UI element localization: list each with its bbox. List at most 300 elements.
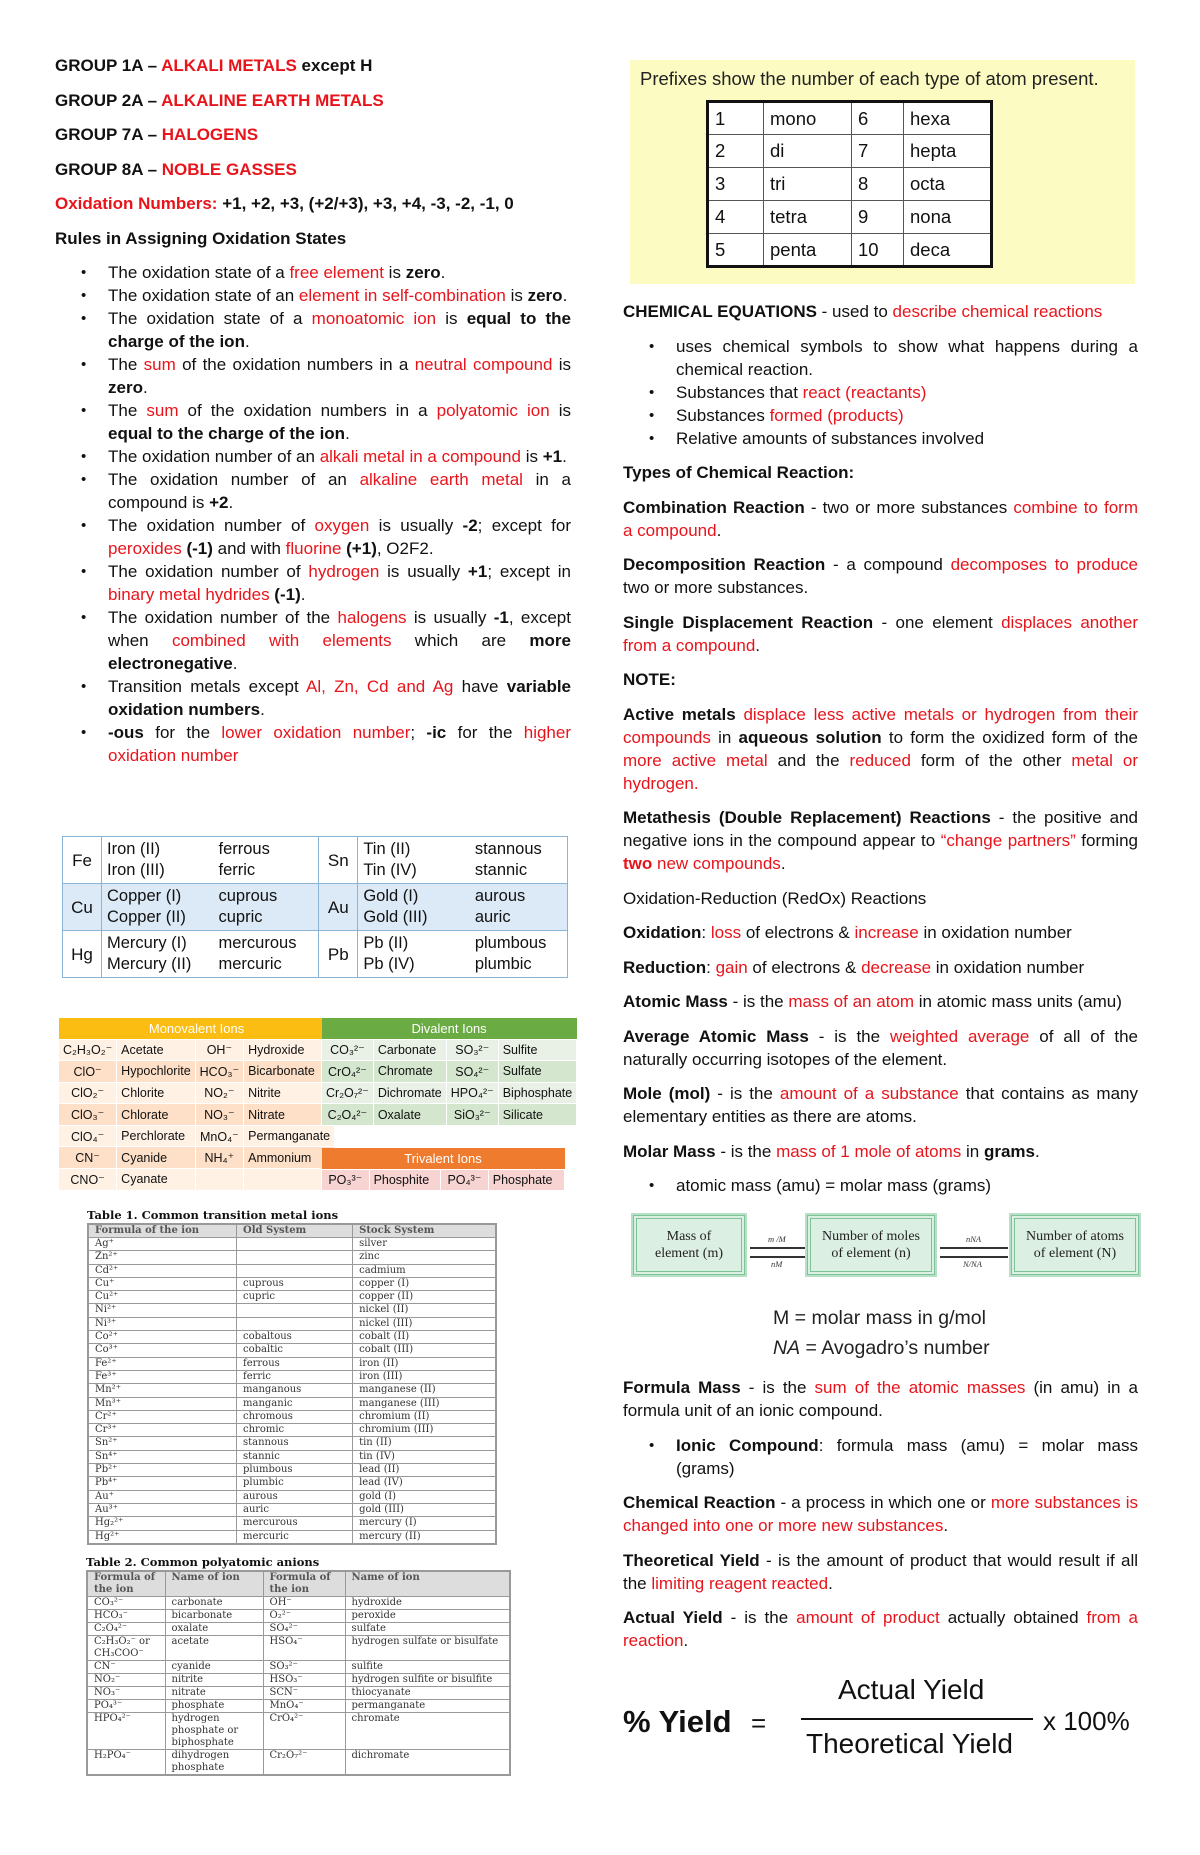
paragraph — [623, 300, 1138, 323]
prefix-cell: 1 — [708, 102, 764, 135]
ion-row — [322, 1039, 577, 1061]
text-run: sum — [143, 355, 176, 374]
text-run: Transition metals except — [108, 677, 306, 696]
metal-names — [358, 931, 470, 978]
text-run: uses chemical symbols to show what happens during a chemical reaction. — [676, 336, 1138, 379]
table-cell: C₂O₄²⁻ — [87, 1623, 165, 1636]
ion-name: Sulfate — [498, 1061, 577, 1083]
table-cell: NO₂⁻ — [87, 1674, 165, 1687]
text-run: is — [552, 355, 572, 374]
multiplier: x 100% — [1043, 1706, 1130, 1736]
ion-name: Silicate — [498, 1104, 577, 1126]
text-run: Substances that — [676, 382, 803, 402]
name-line: Pb (II) — [363, 934, 409, 952]
paragraph — [55, 192, 571, 215]
prefix-row — [708, 135, 992, 168]
ion-formula — [195, 1169, 243, 1191]
text-run: of electrons & — [741, 923, 855, 942]
table-cell: auric — [237, 1503, 353, 1516]
table-cell: HSO₄⁻ — [263, 1636, 345, 1661]
text-run: . — [716, 520, 722, 540]
text-run: more substances is changed into one or more new substances — [623, 1493, 1138, 1535]
text-run: actually obtained — [939, 1608, 1087, 1627]
table-cell: copper (I) — [353, 1277, 496, 1290]
text-run: - is the — [727, 992, 789, 1011]
text-run: is — [383, 263, 406, 282]
text-run: The oxidation state of a — [108, 263, 290, 282]
table-cell: Cd²⁺ — [88, 1264, 237, 1277]
table-row — [88, 1397, 496, 1410]
ion-name: Cyanate — [117, 1169, 195, 1191]
text-run: - is the — [715, 1141, 777, 1161]
text-run: Oxidation Numbers: — [55, 194, 218, 213]
table-cell: chromous — [237, 1410, 353, 1423]
table-row — [88, 1357, 496, 1370]
text-run: and the — [767, 750, 850, 770]
text-run: Theoretical Yield — [623, 1550, 760, 1570]
arrow-label: N/NA — [963, 1259, 982, 1269]
text-run: +1 — [467, 562, 488, 581]
text-run: . — [562, 286, 568, 305]
text-run: sum — [146, 401, 179, 420]
ion-formula: OH⁻ — [195, 1039, 243, 1061]
ion-name: Bicarbonate — [244, 1061, 335, 1083]
table-cell: tin (IV) — [353, 1450, 496, 1463]
table-cell: lead (IV) — [353, 1477, 496, 1490]
box-line: Number of moles — [822, 1229, 920, 1244]
text-run: . — [244, 332, 250, 351]
metal-names-table — [62, 836, 568, 978]
text-run: . — [260, 700, 265, 719]
table-cell: silver — [353, 1238, 496, 1251]
table-row — [87, 1661, 510, 1674]
text-run: is usually — [406, 608, 494, 627]
bullet-item — [55, 468, 571, 514]
table-cell: sulfate — [345, 1623, 510, 1636]
text-run: for the — [143, 723, 222, 742]
text-run: Rules in Assigning Oxidation States — [55, 228, 347, 248]
table-cell: hydroxide — [345, 1597, 510, 1610]
prefix-caption: Prefixes show the number of each type of atom present. — [640, 68, 1099, 89]
prefix-cell: 10 — [852, 234, 904, 267]
ion-formula: SiO₃²⁻ — [446, 1104, 498, 1126]
text-run: react (reactants) — [802, 382, 927, 402]
text-run: new compounds — [652, 854, 781, 873]
text-run: +2 — [209, 493, 229, 512]
text-run: is usually — [379, 562, 468, 581]
text-run: - one element — [873, 612, 1002, 632]
ion-row — [59, 1147, 335, 1169]
text-run: is — [549, 401, 571, 420]
text-run: of the oxidation numbers in a — [175, 355, 415, 374]
text-run: : formula mass (amu) = molar mass (grams) — [676, 1435, 1139, 1478]
name-line: Gold (I) — [363, 887, 419, 905]
metal-names — [214, 884, 319, 931]
text-run: NOTE: — [623, 670, 676, 689]
text-run: equal to the charge of the ion — [108, 424, 346, 443]
prefix-cell: hepta — [904, 135, 992, 168]
column-header: Old System — [237, 1224, 353, 1238]
bullet-item — [55, 560, 571, 606]
box-line: of element (n) — [831, 1246, 911, 1261]
text-run: two — [623, 854, 653, 873]
ion-name: Carbonate — [373, 1039, 446, 1061]
table-row — [88, 1503, 496, 1516]
text-run: decomposes to produce — [950, 555, 1138, 574]
table-cell: chromic — [237, 1424, 353, 1437]
text-run: reduced — [849, 750, 911, 770]
metal-names — [470, 837, 568, 884]
text-run: weighted average — [890, 1026, 1030, 1046]
name-line: stannic — [474, 861, 528, 879]
text-run: Metathesis (Double Replacement) Reactions — [623, 808, 991, 827]
text-run: loss — [710, 923, 742, 942]
text-run: Reduction — [623, 957, 707, 977]
table-cell: hydrogen sulfate or bisulfate — [345, 1636, 510, 1661]
metal-names — [214, 837, 319, 884]
text-run: Combination Reaction — [623, 497, 805, 517]
name-line: mercurous — [218, 934, 297, 952]
text-run: The — [108, 401, 147, 420]
paragraph — [623, 1082, 1138, 1128]
table-cell: Mn³⁺ — [88, 1397, 237, 1410]
denominator: Theoretical Yield — [806, 1728, 1014, 1759]
table-cell: Sn⁴⁺ — [88, 1450, 237, 1463]
ion-name: Ammonium — [244, 1147, 335, 1169]
ion-formula: NH₄⁺ — [195, 1147, 243, 1169]
ion-name: Dichromate — [373, 1082, 446, 1104]
header-row — [322, 1018, 577, 1039]
bullet-item — [623, 1174, 1138, 1197]
text-run: CHEMICAL EQUATIONS — [623, 302, 817, 321]
table-cell: sulfite — [345, 1661, 510, 1674]
text-run: . — [300, 585, 306, 604]
text-run: zero — [108, 378, 143, 397]
text-run: The oxidation number of an — [108, 447, 320, 466]
text-run: of the oxidation numbers in a — [178, 401, 437, 420]
metal-symbol: Hg — [63, 931, 102, 978]
ion-name: Oxalate — [373, 1104, 446, 1126]
note-text: = Avogadro’s number — [800, 1337, 990, 1359]
table-cell: Zn²⁺ — [88, 1251, 237, 1264]
table-row — [88, 1530, 496, 1544]
ion-table-title: Trivalent Ions — [322, 1148, 565, 1169]
name-line: Pb (IV) — [363, 955, 415, 973]
table-cell: Mn²⁺ — [88, 1384, 237, 1397]
text-run: -ous — [108, 723, 144, 742]
yield-lhs: % Yield — [623, 1704, 732, 1739]
ion-row — [322, 1061, 577, 1083]
text-run: : — [701, 923, 711, 942]
text-run: in oxidation number — [931, 957, 1085, 977]
metal-names — [102, 931, 214, 978]
text-run: Types of Chemical Reaction: — [623, 463, 855, 482]
table-cell — [237, 1264, 353, 1277]
text-run: to form the oxidized form of the — [881, 727, 1138, 747]
bullet-item — [623, 1434, 1138, 1480]
text-run: . — [345, 424, 350, 443]
ion-name: Biphosphate — [498, 1082, 577, 1104]
table-cell: manganese (III) — [353, 1397, 496, 1410]
table-cell: cuprous — [237, 1277, 353, 1290]
prefix-box — [630, 60, 1135, 284]
table-cell: Cr³⁺ — [88, 1424, 237, 1437]
ion-table-title: Monovalent Ions — [59, 1018, 335, 1039]
text-run: lower oxidation number — [221, 723, 411, 742]
column-header: Formula of the ion — [88, 1224, 237, 1238]
bullet-item — [623, 427, 1138, 450]
table-cell: plumbic — [237, 1477, 353, 1490]
table-title: Table 2. Common polyatomic anions — [86, 1555, 320, 1569]
table-cell: gold (III) — [353, 1503, 496, 1516]
text-run: +1 — [542, 447, 563, 466]
table-row — [87, 1623, 510, 1636]
table-cell: Pb⁴⁺ — [88, 1477, 237, 1490]
text-run: Substances — [676, 405, 770, 425]
text-run: The oxidation state of a — [108, 309, 312, 328]
table-row — [87, 1636, 510, 1661]
text-run: (in amu) in a formula unit of an ionic compound. — [623, 1378, 1139, 1420]
prefix-cell: di — [764, 135, 852, 168]
text-run: Active metals — [623, 704, 736, 724]
name-line: auric — [474, 908, 511, 926]
avogadro-note — [773, 1337, 990, 1360]
table-cell: cadmium — [353, 1264, 496, 1277]
text-run: limiting reagent reacted — [651, 1573, 829, 1593]
table-cell: OH⁻ — [263, 1597, 345, 1610]
text-run: . — [142, 378, 148, 397]
table-cell: NO₃⁻ — [87, 1687, 165, 1700]
ion-name: Sulfite — [498, 1039, 577, 1061]
table-cell: Cr²⁺ — [88, 1410, 237, 1423]
text-run: two or more substances. — [623, 578, 809, 597]
name-line: ferric — [218, 861, 256, 879]
table-cell — [237, 1238, 353, 1251]
name-line: Mercury (I) — [107, 934, 187, 952]
ion-formula: PO₄³⁻ — [441, 1169, 489, 1191]
table-row — [88, 1370, 496, 1383]
text-run: atomic mass (amu) = molar mass (grams) — [676, 1176, 992, 1195]
prefix-cell: octa — [904, 168, 992, 201]
arrow-left — [750, 1256, 805, 1258]
text-run: - two or more substances — [804, 497, 1014, 517]
text-run: of electrons & — [747, 957, 862, 977]
ion-formula: Cr₂O₇²⁻ — [322, 1082, 374, 1104]
paragraph — [55, 158, 571, 181]
ion-name: Nitrate — [244, 1104, 335, 1126]
bullet-item — [623, 335, 1138, 381]
table-cell: stannic — [237, 1450, 353, 1463]
text-run: zero — [527, 286, 563, 305]
text-run: , except when — [108, 608, 571, 650]
ion-row — [322, 1169, 565, 1191]
text-run: . — [828, 1573, 833, 1593]
table-cell: phosphate — [165, 1700, 263, 1713]
text-run: Al, Zn, Cd and Ag — [306, 677, 454, 696]
header-row — [87, 1571, 510, 1597]
table-row — [88, 1304, 496, 1317]
text-run: - is the — [808, 1026, 890, 1046]
table-cell: chromate — [345, 1713, 510, 1750]
ion-name: Permanganate — [244, 1125, 335, 1147]
table-cell: oxalate — [165, 1623, 263, 1636]
text-run: . — [562, 447, 567, 466]
text-run: combined with elements — [171, 631, 392, 650]
text-run: Formula Mass — [623, 1378, 741, 1397]
table-cell: iron (II) — [353, 1357, 496, 1370]
text-run: Ionic Compound — [676, 1435, 819, 1455]
prefix-row — [708, 234, 992, 267]
prefix-cell: deca — [904, 234, 992, 267]
text-run: in — [961, 1141, 984, 1161]
text-run: displaces another from a compound — [623, 612, 1138, 655]
text-run: - the positive and negative ions in the compound appear to — [623, 808, 1138, 850]
text-run: sum of the atomic masses — [814, 1378, 1026, 1397]
table-row — [88, 1410, 496, 1423]
bullet-item — [55, 514, 571, 560]
metal-row — [63, 884, 568, 931]
table-cell — [237, 1251, 353, 1264]
table-cell: manganic — [237, 1397, 353, 1410]
prefix-cell: 2 — [708, 135, 764, 168]
arrow-right — [940, 1247, 1008, 1249]
table-cell: Hg₂²⁺ — [88, 1517, 237, 1530]
text-run: - a process in which one or — [775, 1493, 991, 1512]
text-run: binary metal hydrides — [108, 585, 270, 604]
table-cell: peroxide — [345, 1610, 510, 1623]
table-cell: O₂²⁻ — [263, 1610, 345, 1623]
ion-row — [322, 1104, 577, 1126]
paragraph — [623, 1491, 1138, 1537]
trivalent-ions-table — [321, 1148, 565, 1191]
table-cell: C₂H₃O₂⁻ or CH₃COO⁻ — [87, 1636, 165, 1661]
header-row — [88, 1224, 496, 1238]
text-run: is — [520, 447, 543, 466]
header-row — [322, 1148, 565, 1169]
metal-names — [214, 931, 319, 978]
table-cell: Co³⁺ — [88, 1344, 237, 1357]
transition-metal-ions-table — [87, 1208, 497, 1545]
bullet-item — [55, 353, 571, 399]
name-line: aurous — [474, 887, 526, 905]
prefix-cell: 4 — [708, 201, 764, 234]
table-title: Table 1. Common transition metal ions — [87, 1208, 339, 1222]
table-cell: gold (I) — [353, 1490, 496, 1503]
table-row — [87, 1597, 510, 1610]
table-cell: cyanide — [165, 1661, 263, 1674]
text-run: Atomic Mass — [623, 992, 728, 1011]
prefix-cell: 6 — [852, 102, 904, 135]
column-header: Name of ion — [345, 1571, 510, 1597]
table-cell: Cr₂O₇²⁻ — [263, 1750, 345, 1776]
table-cell: Sn²⁺ — [88, 1437, 237, 1450]
box-line: element (m) — [654, 1246, 724, 1261]
divalent-ions-table — [321, 1018, 577, 1126]
prefix-cell: tetra — [764, 201, 852, 234]
table-cell: HPO₄²⁻ — [87, 1713, 165, 1750]
table-cell: Fe²⁺ — [88, 1357, 237, 1370]
text-run: GROUP 1A – — [55, 56, 162, 75]
text-run: in atomic mass units (amu) — [914, 992, 1122, 1011]
text-run: -2 — [462, 516, 478, 535]
table-cell — [237, 1304, 353, 1317]
table-cell: nitrite — [165, 1674, 263, 1687]
text-run: Average Atomic Mass — [623, 1026, 809, 1046]
metal-names — [470, 884, 568, 931]
metal-names — [358, 837, 470, 884]
name-line: Iron (III) — [107, 861, 165, 879]
paragraph — [623, 1606, 1138, 1652]
text-run: more electronegative — [108, 631, 571, 673]
ion-formula: HPO₄²⁻ — [446, 1082, 498, 1104]
fraction-bar — [801, 1718, 1033, 1720]
text-run: - is the — [740, 1378, 815, 1397]
table-cell: Ni²⁺ — [88, 1304, 237, 1317]
paragraph — [623, 887, 1138, 910]
table-cell: HSO₃⁻ — [263, 1674, 345, 1687]
table-cell: Ag⁺ — [88, 1238, 237, 1251]
ion-formula: HCO₃⁻ — [195, 1061, 243, 1083]
name-line: Tin (IV) — [363, 861, 417, 879]
table-cell: copper (II) — [353, 1291, 496, 1304]
table-row — [88, 1477, 496, 1490]
prefix-row — [708, 201, 992, 234]
text-run: Mole (mol) — [623, 1084, 711, 1103]
ion-formula: NO₃⁻ — [195, 1104, 243, 1126]
table-cell: cupric — [237, 1291, 353, 1304]
paragraph — [623, 1549, 1138, 1595]
name-line: Mercury (II) — [107, 955, 192, 973]
table-row — [88, 1344, 496, 1357]
table-row — [88, 1464, 496, 1477]
paragraph — [623, 990, 1138, 1013]
text-run: Molar Mass — [623, 1141, 716, 1161]
text-run: (-1) — [181, 539, 213, 558]
numerator: Actual Yield — [838, 1674, 985, 1705]
percent-yield-equation — [623, 1672, 1143, 1772]
table-cell: Cu²⁺ — [88, 1291, 237, 1304]
paragraph — [623, 956, 1138, 979]
ion-name: Phosphate — [488, 1169, 564, 1191]
table-row — [88, 1517, 496, 1530]
table-row — [88, 1264, 496, 1277]
text-run: is — [505, 286, 528, 305]
ion-row — [59, 1039, 335, 1061]
ion-formula: C₂O₄²⁻ — [322, 1104, 374, 1126]
ion-formula: CN⁻ — [59, 1147, 117, 1169]
column-header: Stock System — [353, 1224, 496, 1238]
text-run: ; except for — [477, 516, 571, 535]
ion-name: Nitrite — [244, 1082, 335, 1104]
text-run: in a compound is — [108, 470, 571, 512]
table-cell: bicarbonate — [165, 1610, 263, 1623]
paragraph — [623, 1376, 1138, 1422]
text-run: monoatomic ion — [311, 309, 437, 328]
prefix-row — [708, 102, 992, 135]
ion-row — [59, 1104, 335, 1126]
bullet-item — [55, 721, 571, 767]
polyatomic-anions-table — [86, 1555, 511, 1776]
table-cell: manganese (II) — [353, 1384, 496, 1397]
text-run: combine to form a compound — [623, 497, 1138, 540]
table-row — [87, 1687, 510, 1700]
paragraph — [623, 921, 1138, 944]
text-run: (-1) — [269, 585, 301, 604]
table-row — [88, 1238, 496, 1251]
paragraph — [55, 227, 571, 250]
paragraph — [55, 123, 571, 146]
monovalent-ions-table — [58, 1018, 335, 1191]
